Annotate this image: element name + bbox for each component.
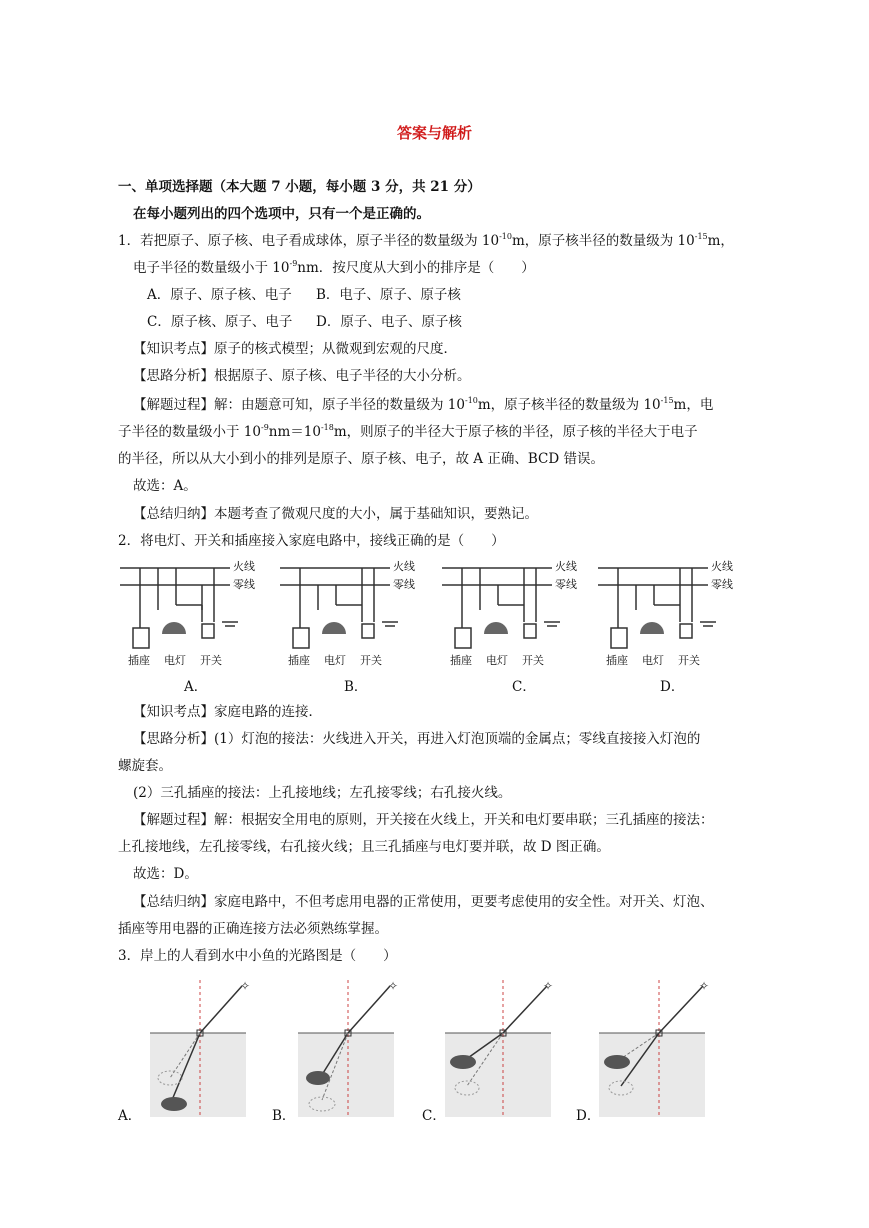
q1-option-a: A．原子、原子核、电子 <box>147 287 292 303</box>
q2-c-fire-label: 火线 <box>555 560 577 573</box>
page-title: 答案与解析 <box>396 124 472 142</box>
q2-knowledge-point: 【知识考点】家庭电路的连接． <box>133 704 322 720</box>
q2-circuit-a <box>118 560 268 670</box>
q2-caption-a: A． <box>184 679 208 695</box>
q3-b-eye-icon: ✧ <box>388 979 399 993</box>
q3-b-fish-icon <box>306 1071 330 1085</box>
q2-d-zero-label: 零线 <box>711 578 733 591</box>
q3-c-fish-icon <box>450 1055 476 1069</box>
q2-analysis-line2: 螺旋套。 <box>118 758 172 774</box>
q3-a-eye-icon: ✧ <box>240 979 251 993</box>
q3-lightpath-c <box>443 978 559 1118</box>
q3-c-eye-icon: ✧ <box>543 979 554 993</box>
q3-stem: 3．岸上的人看到水中小鱼的光路图是（ ） <box>118 948 397 964</box>
q2-circuit-b <box>278 560 428 670</box>
q1-option-d: D．原子、电子、原子核 <box>316 314 462 330</box>
q1-analysis: 【思路分析】根据原子、原子核、电子半径的大小分析。 <box>133 368 471 384</box>
q2-caption-b: B． <box>344 679 368 695</box>
q2-d-lamp-label: 电灯 <box>642 654 664 667</box>
q2-answer: 故选：D。 <box>133 866 198 882</box>
q2-a-fire-label: 火线 <box>233 560 255 573</box>
q3-d-image-fish-icon <box>604 1055 630 1069</box>
q2-analysis-line3: (2）三孔插座的接法：上孔接地线；左孔接零线；右孔接火线。 <box>133 785 512 801</box>
q2-b-switch-label: 开关 <box>360 654 382 667</box>
q2-stem: 2．将电灯、开关和插座接入家庭电路中，接线正确的是（ ） <box>118 533 505 549</box>
q2-c-switch-label: 开关 <box>522 654 544 667</box>
q2-c-socket-label: 插座 <box>450 654 472 667</box>
q1-stem-line1: 1．若把原子、原子核、电子看成球体，原子半径的数量级为 $10^{-10}m$，原子核半径的数量级为 $10^{-15}m$， <box>118 232 734 249</box>
q2-a-switch-label: 开关 <box>200 654 222 667</box>
q3-caption-d: D． <box>576 1108 601 1124</box>
section-instruction: 在每小题列出的四个选项中，只有一个是正确的。 <box>133 206 430 222</box>
q2-caption-d: D． <box>660 679 685 695</box>
q1-process-line1: 【解题过程】解：由题意可知，原子半径的数量级为 $10^{-10}m$，原子核半径的数量级为 $10^{-15}m$，电 <box>133 396 714 413</box>
q3-caption-c: C． <box>422 1108 446 1124</box>
q2-a-zero-label: 零线 <box>233 578 255 591</box>
q1-stem-line2: 电子半径的数量级小于 $10^{-9}nm$．按尺度从大到小的排序是（ ） <box>133 259 535 276</box>
q2-summary-line2: 插座等用电器的正确连接方法必须熟练掌握。 <box>118 921 388 937</box>
q2-c-zero-label: 零线 <box>555 578 577 591</box>
q1-option-b: B．电子、原子、原子核 <box>316 287 461 303</box>
q2-circuit-c <box>440 560 590 670</box>
q2-d-fire-label: 火线 <box>711 560 733 573</box>
q2-circuit-d <box>596 560 746 670</box>
q2-analysis-line1: 【思路分析】(1）灯泡的接法：火线进入开关，再进入灯泡顶端的金属点；零线直接接入灯泡的 <box>133 731 701 747</box>
q3-lightpath-b <box>296 978 412 1118</box>
q2-b-zero-label: 零线 <box>393 578 415 591</box>
q2-b-lamp-label: 电灯 <box>324 654 346 667</box>
q3-caption-b: B． <box>272 1108 296 1124</box>
q2-b-fire-label: 火线 <box>393 560 415 573</box>
q1-answer: 故选：A。 <box>133 478 197 494</box>
q2-a-socket-label: 插座 <box>128 654 150 667</box>
q1-process-line2: 子半径的数量级小于 $10^{-9}nm=10^{-18}m$，则原子的半径大于原子核的半径，原子核的半径大于电子 <box>118 423 698 440</box>
q3-lightpath-d <box>597 978 713 1118</box>
q2-d-switch-label: 开关 <box>678 654 700 667</box>
q1-knowledge-point: 【知识考点】原子的核式模型；从微观到宏观的尺度． <box>133 341 457 357</box>
q3-a-fish-icon <box>161 1097 187 1111</box>
q2-caption-c: C． <box>512 679 536 695</box>
q3-lightpath-a <box>148 978 264 1118</box>
q3-caption-a: A． <box>118 1108 142 1124</box>
q1-option-c: C．原子核、原子、电子 <box>147 314 293 330</box>
q2-process-line2: 上孔接地线，左孔接零线，右孔接火线；且三孔插座与电灯要并联，故 D 图正确。 <box>118 839 610 855</box>
q2-a-lamp-label: 电灯 <box>164 654 186 667</box>
q1-summary: 【总结归纳】本题考查了微观尺度的大小，属于基础知识，要熟记。 <box>133 506 538 522</box>
q2-b-socket-label: 插座 <box>288 654 310 667</box>
q2-process-line1: 【解题过程】解：根据安全用电的原则，开关接在火线上，开关和电灯要串联；三孔插座的接法： <box>133 812 714 828</box>
section-heading: 一、单项选择题（本大题 7 小题，每小题 3 分，共 21 分） <box>118 179 481 195</box>
q2-d-socket-label: 插座 <box>606 654 628 667</box>
q2-summary-line1: 【总结归纳】家庭电路中，不但考虑用电器的正常使用，更要考虑使用的安全性。对开关、灯泡、 <box>133 894 714 910</box>
q2-c-lamp-label: 电灯 <box>486 654 508 667</box>
q1-process-line3: 的半径，所以从大小到小的排列是原子、原子核、电子，故 A 正确、BCD 错误。 <box>118 451 604 467</box>
q3-d-eye-icon: ✧ <box>699 979 710 993</box>
